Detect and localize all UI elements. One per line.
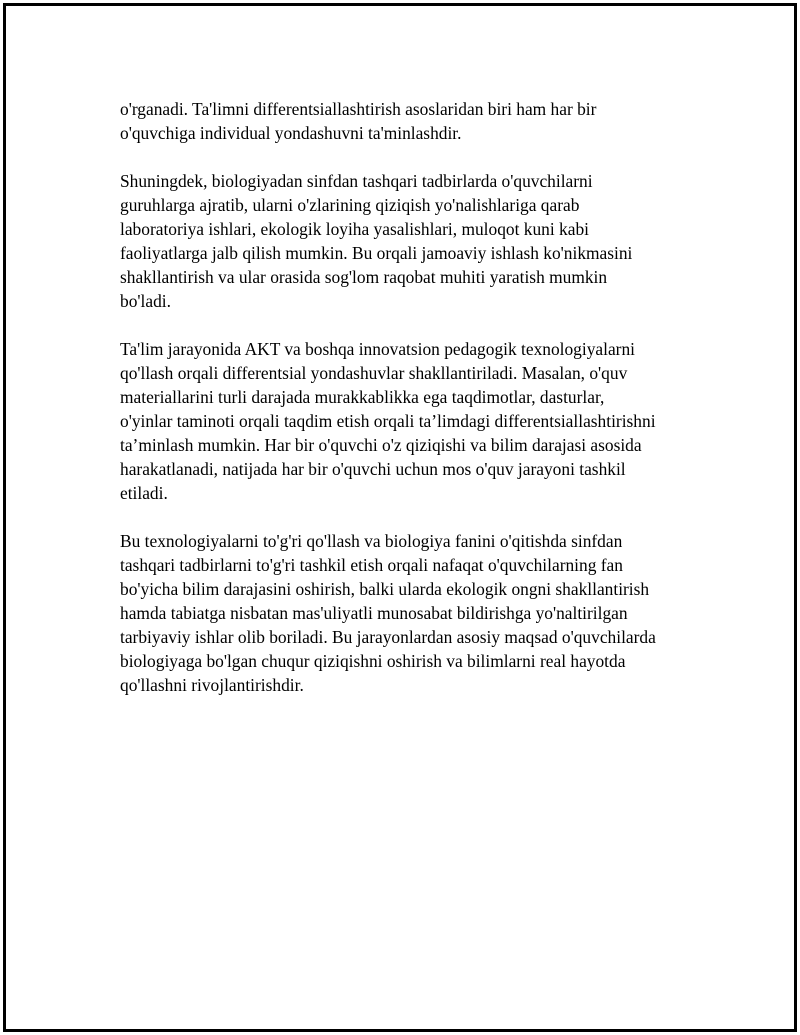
- text-line: laboratoriya ishlari, ekologik loyiha yasalishlari, muloqot kuni kabi: [120, 219, 589, 239]
- text-line: o'quvchiga individual yondashuvni ta'minlashdir.: [120, 123, 462, 143]
- text-line: hamda tabiatga nisbatan mas'uliyatli munosabat bildirishga yo'naltirilgan: [120, 603, 628, 623]
- text-line: Bu texnologiyalarni to'g'ri qo'llash va biologiya fanini o'qitishda sinfdan: [120, 531, 623, 551]
- text-line: materiallarini turli darajada murakkablikka ega taqdimotlar, dasturlar,: [120, 387, 605, 407]
- text-line: tashqari tadbirlarni to'g'ri tashkil etish orqali nafaqat o'quvchilarning fan: [120, 555, 623, 575]
- page-frame: [3, 3, 797, 1032]
- text-line: o'rganadi. Ta'limni differentsiallashtirish asoslaridan biri ham har bir: [120, 99, 597, 119]
- text-line: tarbiyaviy ishlar olib boriladi. Bu jarayonlardan asosiy maqsad o'quvchilarda: [120, 627, 656, 647]
- text-line: etiladi.: [120, 483, 168, 503]
- text-line: qo'llashni rivojlantirishdir.: [120, 675, 304, 695]
- document-body: [120, 97, 700, 721]
- text-line: faoliyatlarga jalb qilish mumkin. Bu orqali jamoaviy ishlash ko'nikmasini: [120, 243, 633, 263]
- text-line: ta’minlash mumkin. Har bir o'quvchi o'z qiziqishi va bilim darajasi asosida: [120, 435, 642, 455]
- text-line: qo'llash orqali differentsial yondashuvlar shakllantiriladi. Masalan, o'quv: [120, 363, 628, 383]
- paragraph-3: [120, 337, 700, 505]
- paragraph-2: [120, 169, 700, 313]
- text-line: guruhlarga ajratib, ularni o'zlarining qiziqish yo'nalishlariga qarab: [120, 195, 580, 215]
- text-line: o'yinlar taminoti orqali taqdim etish orqali ta’limdagi differentsiallashtirishni: [120, 411, 656, 431]
- text-line: bo'yicha bilim darajasini oshirish, balki ularda ekologik ongni shakllantirish: [120, 579, 650, 599]
- text-line: shakllantirish va ular orasida sog'lom raqobat muhiti yaratish mumkin: [120, 267, 608, 287]
- text-line: bo'ladi.: [120, 291, 171, 311]
- text-line: Ta'lim jarayonida AKT va boshqa innovatsion pedagogik texnologiyalarni: [120, 339, 635, 359]
- paragraph-4: [120, 529, 700, 697]
- text-line: biologiyaga bo'lgan chuqur qiziqishni oshirish va bilimlarni real hayotda: [120, 651, 626, 671]
- paragraph-1: [120, 97, 700, 145]
- text-line: harakatlanadi, natijada har bir o'quvchi uchun mos o'quv jarayoni tashkil: [120, 459, 626, 479]
- text-line: Shuningdek, biologiyadan sinfdan tashqari tadbirlarda o'quvchilarni: [120, 171, 593, 191]
